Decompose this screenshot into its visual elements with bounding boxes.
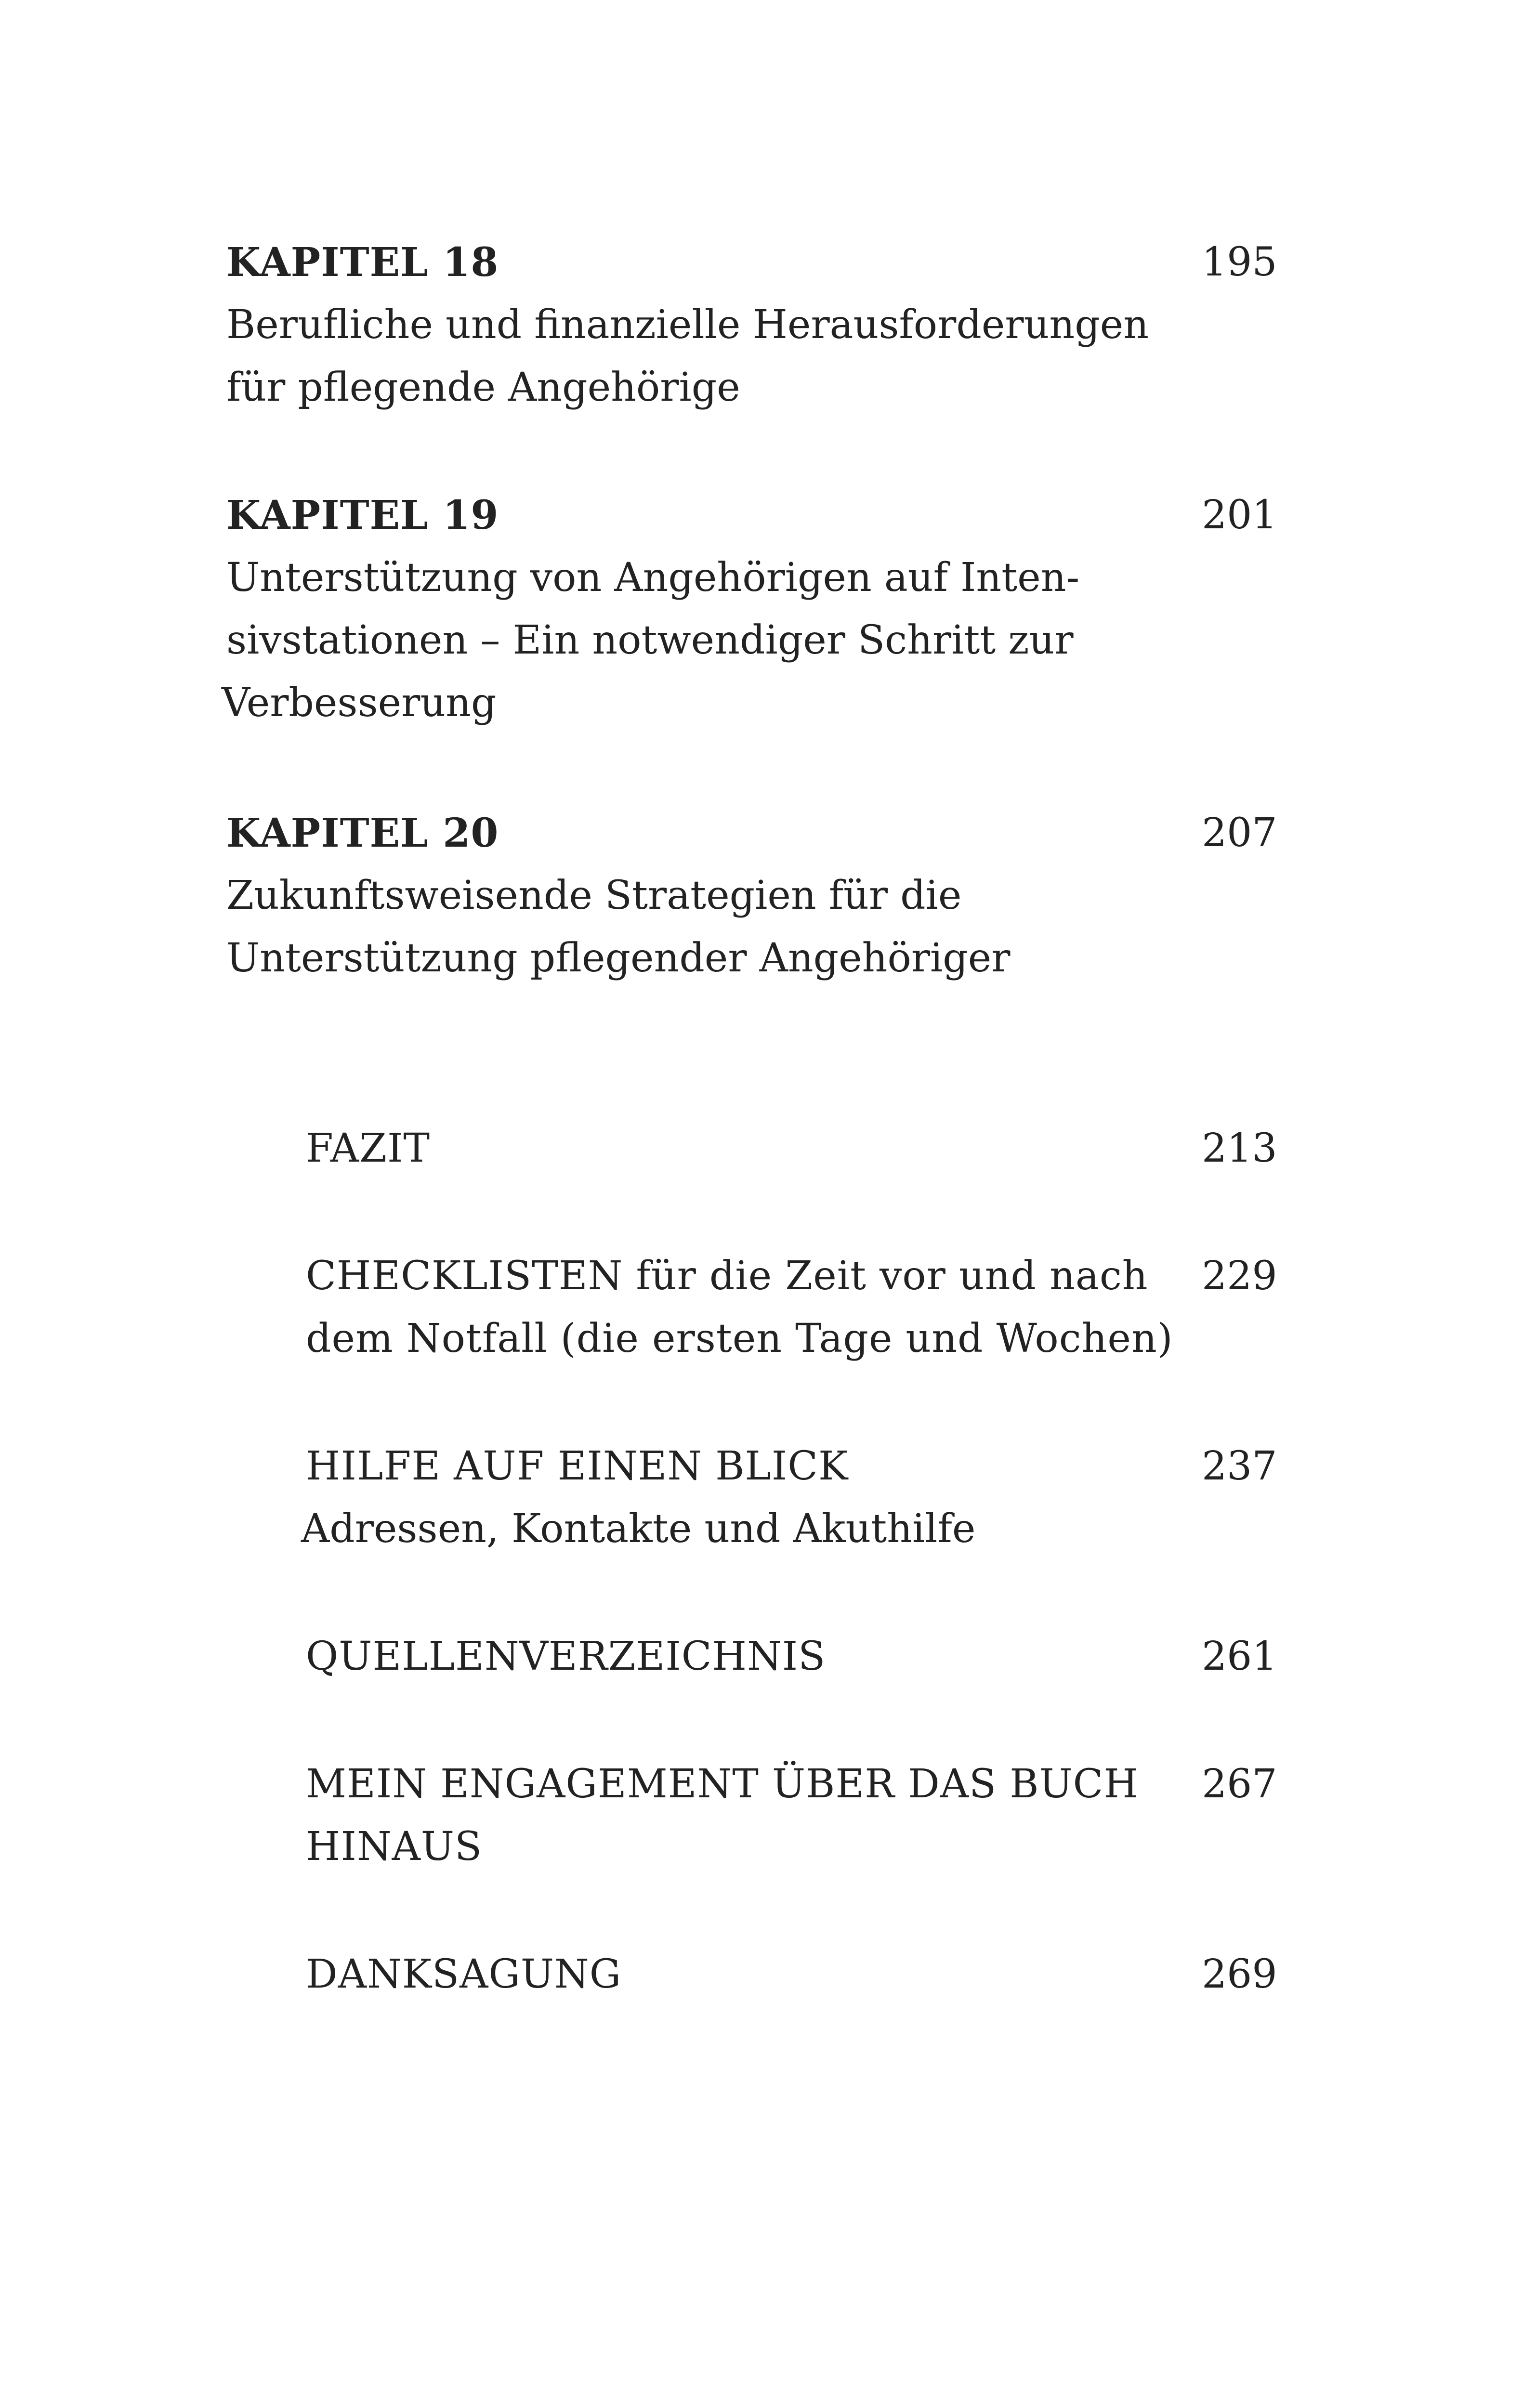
toc-entry-checklisten [306, 1245, 1276, 1370]
chapter-label: KAPITEL 19 [226, 492, 499, 538]
chapter-title-line: Zukunftsweisende Strategien für die [226, 873, 962, 918]
section-subtitle: Adressen, Kontakte und Akuthilfe [301, 1506, 976, 1552]
page-number: 269 [1202, 1951, 1277, 1997]
section-title: QUELLENVERZEICHNIS [306, 1634, 826, 1679]
chapter-title-line: sivstationen – Ein notwendiger Schritt zur [226, 617, 1074, 663]
chapter-label: KAPITEL 18 [226, 239, 499, 286]
section-title: MEIN ENGAGEMENT ÜBER DAS BUCH [306, 1761, 1139, 1807]
page-number: 207 [1202, 810, 1277, 856]
chapter-title-line: Verbesserung [222, 680, 497, 726]
chapter-title-line: Unterstützung pflegender Angehöriger [226, 935, 1011, 981]
page-number: 213 [1202, 1125, 1277, 1171]
section-title-line: HINAUS [306, 1824, 483, 1870]
toc-entry-hilfe [301, 1435, 1277, 1560]
chapter-label: KAPITEL 20 [226, 810, 499, 856]
page-number: 195 [1202, 239, 1277, 285]
chapter-title-line: Unterstützung von Angehörigen auf Inten- [226, 555, 1080, 601]
toc-entry-engagement [306, 1753, 1276, 1878]
chapter-title-line: Berufliche und finanzielle Herausforderungen [226, 302, 1149, 348]
page-number: 201 [1202, 492, 1277, 538]
section-title: HILFE AUF EINEN BLICK [306, 1443, 849, 1489]
page-number: 267 [1202, 1761, 1277, 1807]
toc-entry-chapter-20 [226, 802, 1276, 990]
toc-entry-quellenverzeichnis [306, 1625, 1276, 1688]
page-number: 229 [1202, 1253, 1277, 1299]
toc-entry-chapter-19 [222, 484, 1277, 734]
toc-entry-fazit [306, 1117, 1276, 1180]
section-title: FAZIT [306, 1125, 431, 1171]
page-number: 261 [1202, 1634, 1277, 1679]
section-title: DANKSAGUNG [306, 1951, 622, 1997]
section-title: CHECKLISTEN für die Zeit vor und nach [306, 1253, 1148, 1299]
chapter-title-line: für pflegende Angehörige [226, 365, 740, 410]
toc-entry-chapter-18 [226, 231, 1276, 419]
toc-entry-danksagung [306, 1943, 1276, 2006]
section-title-line: dem Notfall (die ersten Tage und Wochen) [306, 1316, 1173, 1361]
page-number: 237 [1202, 1443, 1277, 1489]
